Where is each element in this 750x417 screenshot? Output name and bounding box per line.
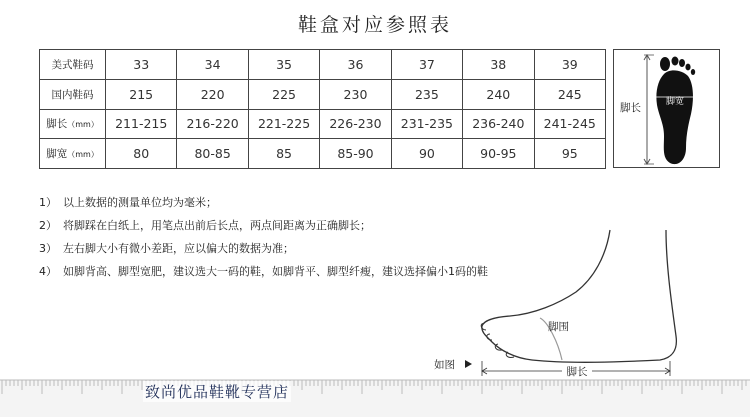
- row-label: 美式鞋码: [51, 58, 94, 71]
- table-cell: 85-90: [320, 139, 391, 169]
- girth-label: 脚围: [548, 321, 569, 333]
- table-cell: 220: [177, 79, 248, 109]
- table-cell: 80-85: [177, 139, 248, 169]
- table-cell: 35: [248, 50, 319, 80]
- note-number: 2）: [39, 219, 57, 232]
- row-header: [40, 139, 106, 169]
- page-title: 鞋盒对应参照表: [297, 14, 452, 36]
- table-cell: 37: [391, 50, 462, 80]
- table-cell: 90: [391, 139, 462, 169]
- note-item: [39, 217, 371, 233]
- table-cell: 240: [463, 79, 534, 109]
- table-row: [40, 109, 606, 139]
- table-cell: 34: [177, 50, 248, 80]
- table-cell: 38: [463, 50, 534, 80]
- size-chart-table: [39, 49, 606, 169]
- note-number: 1）: [39, 196, 57, 209]
- table-cell: 241-245: [534, 109, 605, 139]
- note-item: [39, 194, 217, 210]
- row-header: [40, 79, 106, 109]
- foot-measure-illustration: [434, 226, 700, 378]
- table-cell: 211-215: [106, 109, 177, 139]
- table-cell: 95: [534, 139, 605, 169]
- table-row: [40, 79, 606, 109]
- row-header: [40, 109, 106, 139]
- foot-length-label: 脚长: [620, 102, 641, 114]
- table-cell: 33: [106, 50, 177, 80]
- note-number: 3）: [39, 242, 57, 255]
- table-cell: 245: [534, 79, 605, 109]
- row-label: 脚长: [46, 118, 68, 131]
- table-cell: 80: [106, 139, 177, 169]
- foot-outline-icon: [482, 230, 677, 362]
- table-cell: 235: [391, 79, 462, 109]
- row-header: [40, 50, 106, 80]
- table-row: [40, 50, 606, 80]
- row-unit: （mm）: [67, 150, 99, 160]
- note-item: [39, 263, 488, 279]
- note-text: 如脚背高、脚型宽肥，建议选大一码的鞋，如脚背平、脚型纤瘦，建议选择偏小1码的鞋: [63, 265, 488, 278]
- table-cell: 215: [106, 79, 177, 109]
- note-text: 以上数据的测量单位均为毫米；: [63, 196, 217, 209]
- table-cell: 236-240: [463, 109, 534, 139]
- table-cell: 36: [320, 50, 391, 80]
- table-cell: 39: [534, 50, 605, 80]
- note-text: 将脚踩在白纸上，用笔点出前后长点，两点间距离为正确脚长；: [63, 219, 371, 232]
- note-text: 左右脚大小有微小差距，应以偏大的数据为准；: [63, 242, 294, 255]
- row-label: 脚宽: [46, 148, 68, 161]
- table-cell: 230: [320, 79, 391, 109]
- table-cell: 85: [248, 139, 319, 169]
- footprint-icon: [614, 50, 721, 169]
- row-label: 国内鞋码: [51, 88, 94, 101]
- note-number: 4）: [39, 265, 57, 278]
- footprint-box: [613, 49, 720, 168]
- table-row: [40, 139, 606, 169]
- foot-width-label: 脚宽: [665, 97, 685, 107]
- table-cell: 225: [248, 79, 319, 109]
- example-label: 如图: [434, 359, 455, 371]
- ruler-strip: [0, 374, 750, 417]
- table-cell: 221-225: [248, 109, 319, 139]
- row-unit: （mm）: [67, 120, 99, 130]
- table-cell: 231-235: [391, 109, 462, 139]
- table-cell: 216-220: [177, 109, 248, 139]
- table-cell: 226-230: [320, 109, 391, 139]
- shop-name: 致尚优品鞋靴专营店: [145, 383, 290, 401]
- table-cell: 90-95: [463, 139, 534, 169]
- note-item: [39, 240, 294, 256]
- length-label: 脚长: [566, 366, 588, 378]
- pointer-icon: [465, 360, 472, 368]
